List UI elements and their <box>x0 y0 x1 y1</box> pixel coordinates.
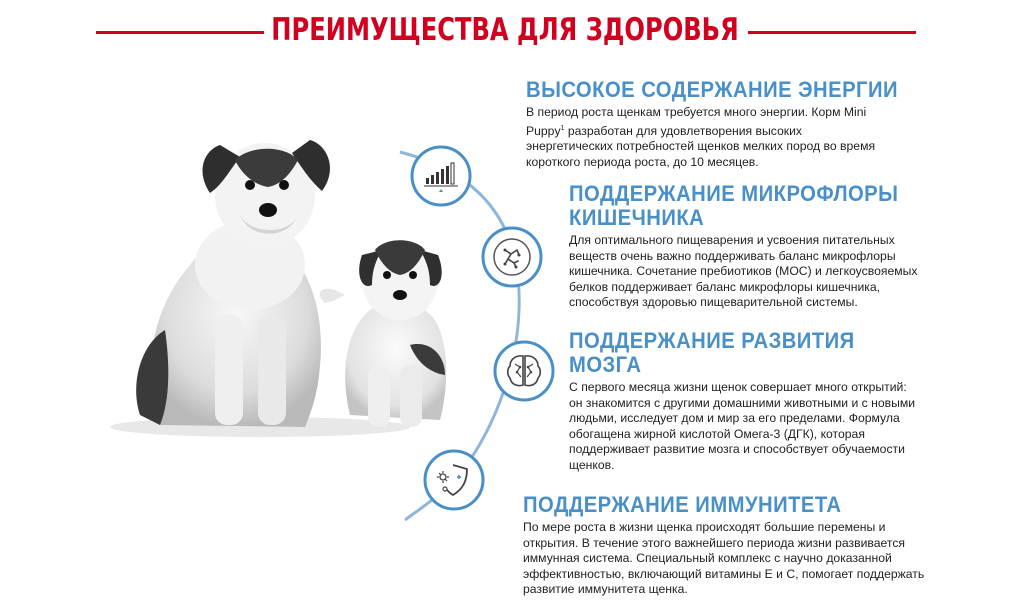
section-microflora-title-line-2: КИШЕЧНИКА <box>569 205 705 230</box>
section-brain-title-line-2: МОЗГА <box>569 352 642 377</box>
page-title: ПРЕИМУЩЕСТВА ДЛЯ ЗДОРОВЬЯ <box>271 12 739 48</box>
section-energy-title: ВЫСОКОЕ СОДЕРЖАНИЕ ЭНЕРГИИ <box>526 77 898 102</box>
section-immunity <box>523 493 943 598</box>
section-brain-title-line-1: ПОДДЕРЖАНИЕ РАЗВИТИЯ <box>569 328 855 353</box>
brain-icon <box>493 340 555 402</box>
energy-bars-icon <box>410 145 472 207</box>
section-microflora-title-line-1: ПОДДЕРЖАНИЕ МИКРОФЛОРЫ <box>569 181 899 206</box>
microflora-icon <box>481 226 543 288</box>
section-energy <box>526 77 898 170</box>
section-brain <box>569 329 939 474</box>
section-brain-body: С первого месяца жизни щенок совершает много открытий: он знакомится с другими домашними животными и с новыми людьми, исследует дом и мир за его пределами. Формула обогащена жирной кислотой Омега-3 (ДГК), которая поддерживает развитие мозга и способствует обучаемости щенков. <box>569 380 916 472</box>
section-energy-body: В период роста щенкам требуется много энергии. Корм Mini Puppy$^1$ разработан для удовлетворения высоких энергетических потребностей щенков мелких пород во время короткого периода роста, до 10 месяцев. <box>526 105 876 169</box>
section-microflora-body: Для оптимального пищеварения и усвоения питательных веществ очень важно поддерживать баланс микрофлоры кишечника. Сочетание пребиотиков (МОС) и легкоусвояемых белков поддерживает баланс микрофлоры кишечника, способствуя здоровью пищеварительной системы. <box>569 233 918 310</box>
immunity-shield-icon <box>423 449 485 511</box>
section-immunity-body: По мере роста в жизни щенка происходят большие перемены и открытия. В течение этого важнейшего периода жизни развивается иммунная система. Специальный комплекс с научно доказанной эффективностью, включающий витамины Е и С, помогает поддержать развитие иммунитета щенка. <box>523 520 925 597</box>
footnote-mark: 1 <box>560 124 565 132</box>
section-microflora <box>569 182 939 311</box>
section-immunity-title: ПОДДЕРЖАНИЕ ИММУНИТЕТА <box>523 492 842 517</box>
